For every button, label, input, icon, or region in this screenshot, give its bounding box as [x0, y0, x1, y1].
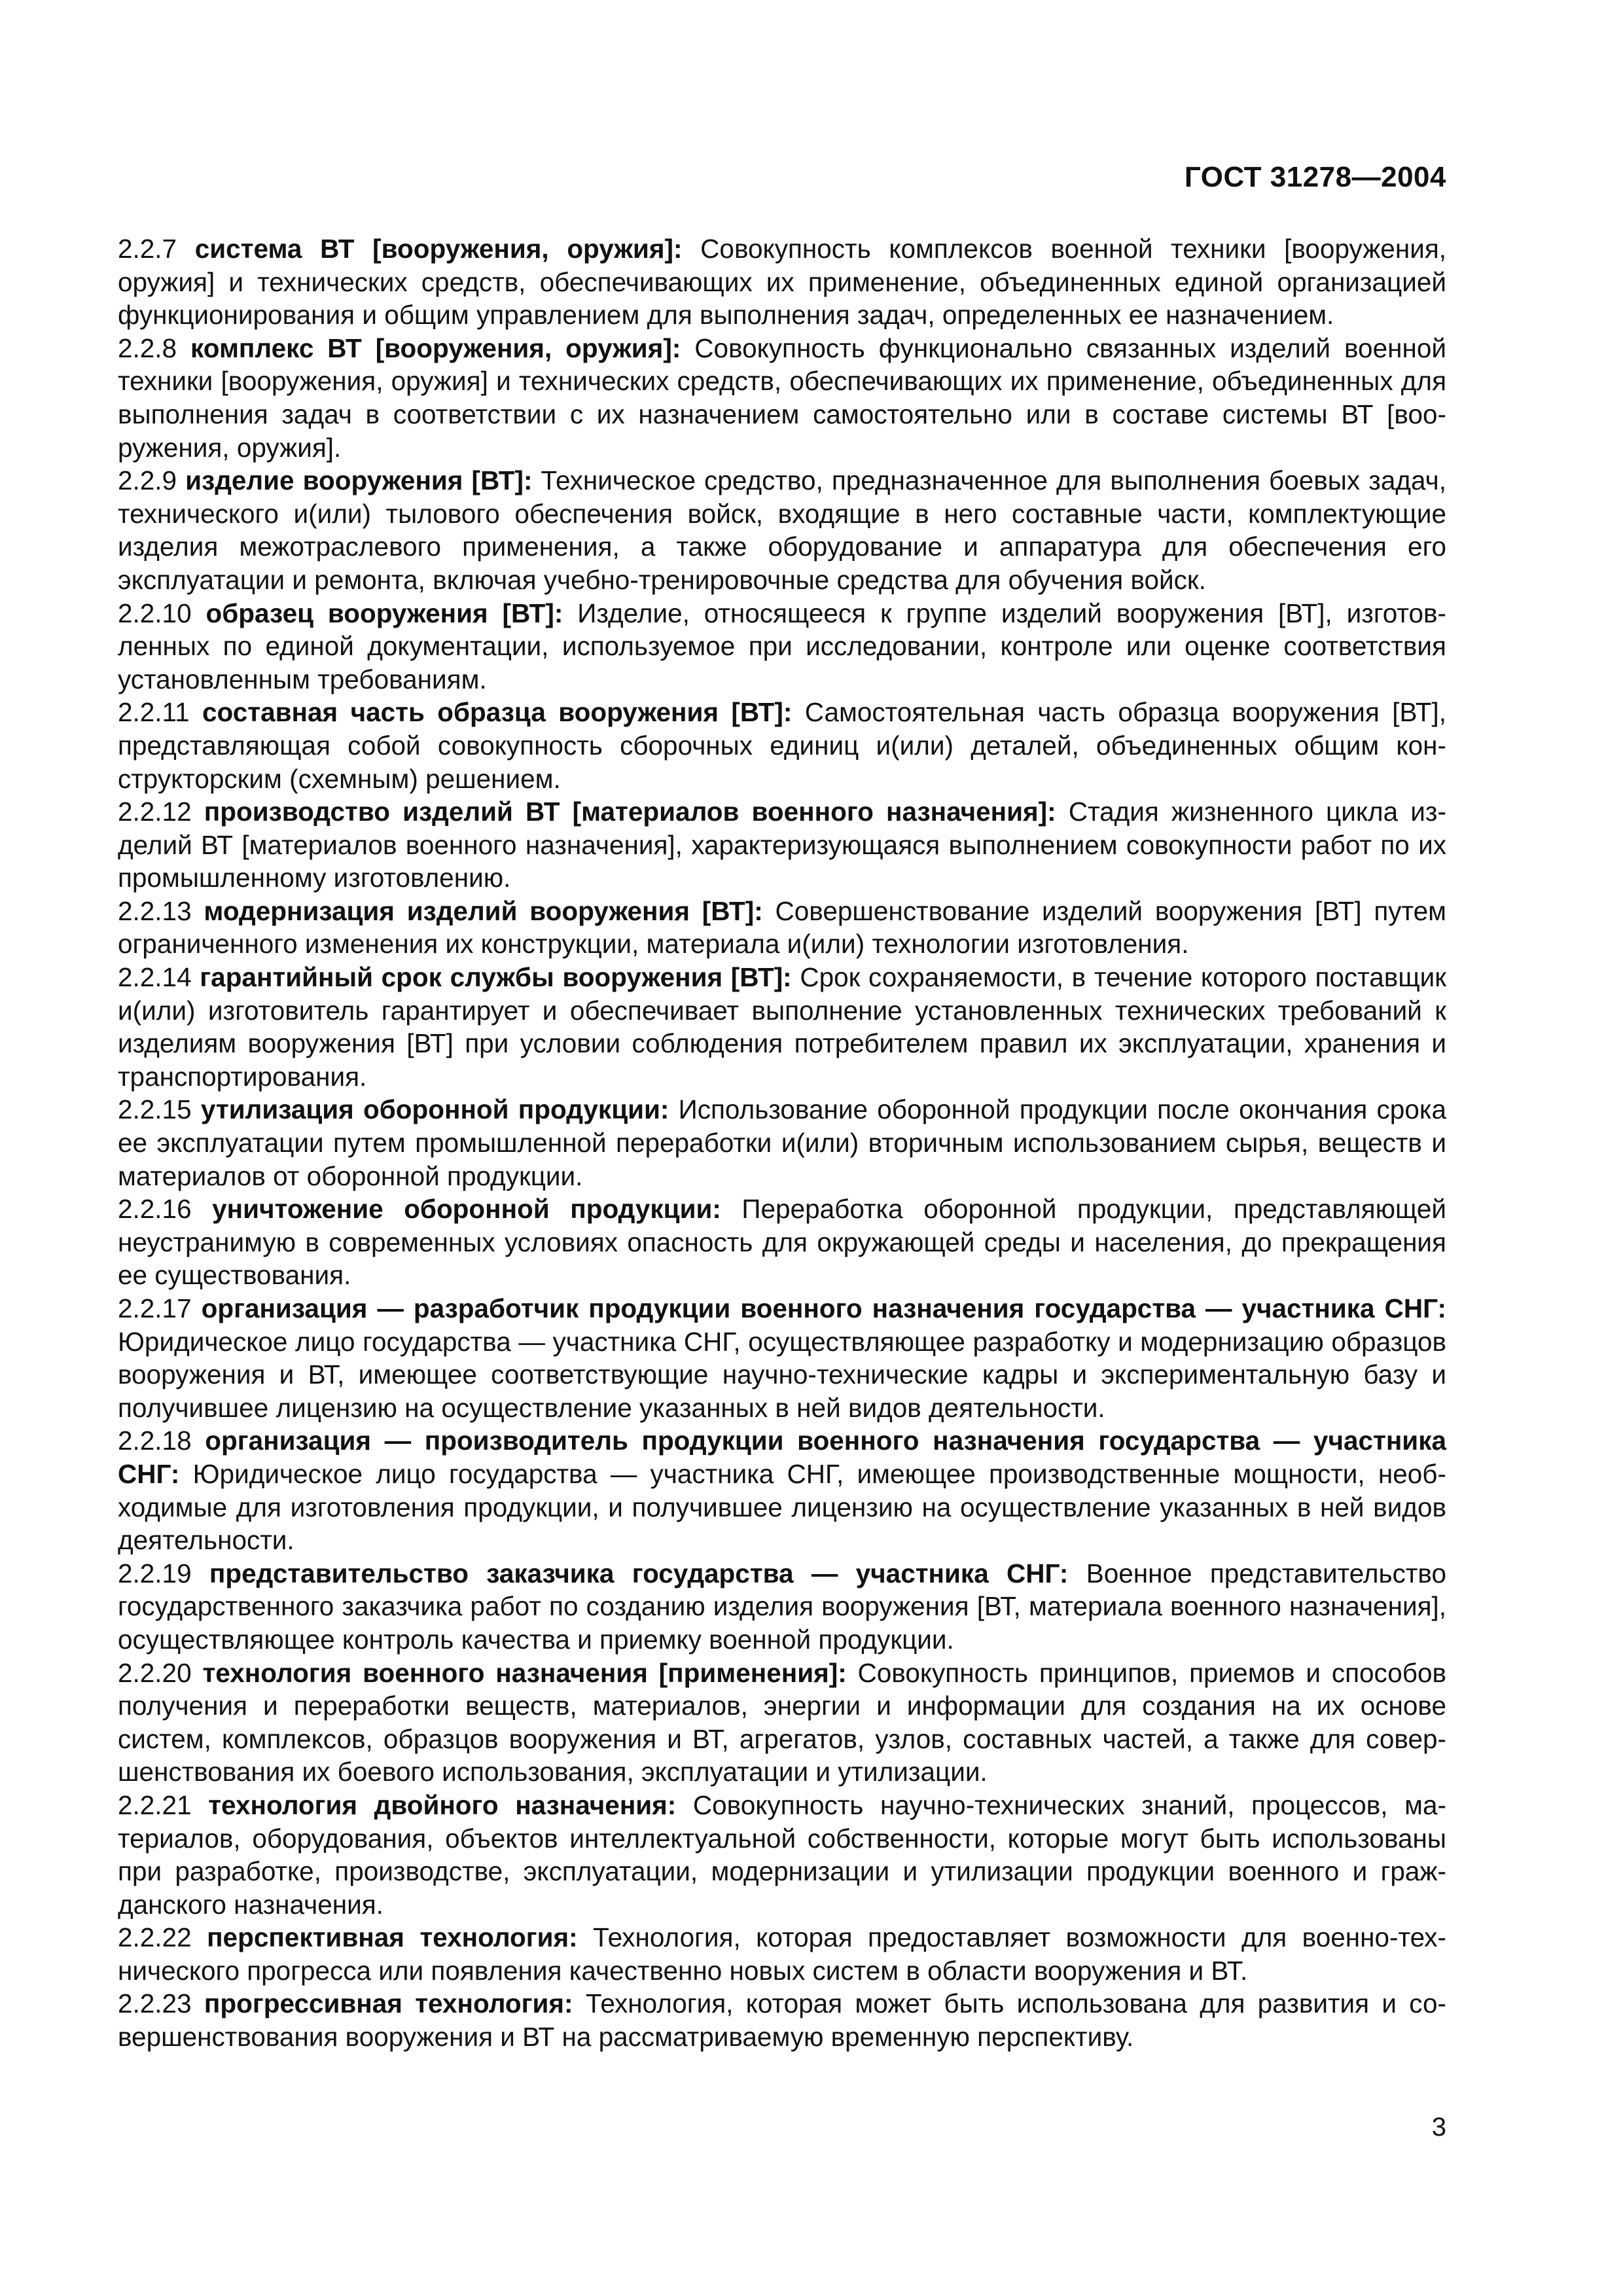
entry-definition: Совокупность функционально связанных изделий военной техники [вооружения, оружия] и технических средств, обеспечивающих их применение, объединенных для выполнения задач в соответствии с их назначением самостоятельно или в составе системы ВТ [вооружения, оружия]. — [118, 332, 1446, 463]
entry-definition: Технология, которая может быть использована для развития и совершенствования вооружения и ВТ на рассматриваемую временную перспективу. — [118, 1988, 1447, 2053]
document-header-id: ГОСТ 31278—2004 — [1184, 161, 1446, 193]
entry-term: изделие вооружения [ВТ]: — [185, 465, 533, 496]
entry-number: 2.2.10 — [118, 598, 192, 628]
term-entry-2-2-18 — [118, 1424, 1446, 1556]
entry-definition: Срок сохраняемости, в течение которого поставщик и(или) изготовитель гарантирует и обеспечивает выполнение установленных технических требований к изделиям вооружения [ВТ] при условии соблюдения потребителем правил их эксплуатации, хранения и транспортирования. — [118, 962, 1446, 1092]
term-entry-2-2-15 — [118, 1093, 1446, 1193]
entry-number: 2.2.18 — [118, 1426, 192, 1456]
entry-number: 2.2.16 — [118, 1194, 192, 1225]
entry-definition: Самостоятельная часть образца вооружения [ВТ], представляющая собой совокупность сборочных единиц и(или) деталей, объединенных общим конструкторским (схемным) решением. — [118, 697, 1446, 794]
entry-term: уничтожение оборонной продукции: — [212, 1194, 721, 1225]
entry-term: гарантийный срок службы вооружения [ВТ]: — [200, 962, 792, 993]
entry-term: технология военного назначения [применения]: — [202, 1657, 847, 1688]
entry-number: 2.2.19 — [118, 1558, 192, 1588]
entry-term: система ВТ [вооружения, оружия]: — [194, 234, 683, 264]
term-entry-2-2-11 — [118, 696, 1446, 795]
entry-number: 2.2.11 — [118, 697, 190, 728]
entry-number: 2.2.15 — [118, 1094, 192, 1125]
entry-number: 2.2.12 — [118, 797, 192, 827]
entry-number: 2.2.13 — [118, 895, 192, 926]
terms-list — [118, 232, 1446, 2054]
entry-number: 2.2.14 — [118, 962, 192, 993]
entry-term: организация — разработчик продукции военного назначения государства — участника СНГ: — [201, 1293, 1446, 1323]
entry-term: представительство заказчика государства — участника СНГ: — [209, 1558, 1069, 1588]
entry-number: 2.2.22 — [118, 1922, 192, 1953]
term-entry-2-2-8 — [118, 332, 1446, 464]
entry-number: 2.2.8 — [118, 332, 177, 363]
entry-number: 2.2.23 — [118, 1988, 192, 2019]
entry-definition: Технология, которая предоставляет возможности для военно-технического прогресса или появления качественно новых систем в области вооружения и ВТ. — [118, 1922, 1446, 1986]
term-entry-2-2-17 — [118, 1292, 1446, 1424]
term-entry-2-2-14 — [118, 961, 1446, 1093]
entry-number: 2.2.20 — [118, 1657, 192, 1688]
entry-term: составная часть образца вооружения [ВТ]: — [202, 697, 793, 728]
entry-number: 2.2.7 — [118, 234, 177, 264]
term-entry-2-2-19 — [118, 1557, 1446, 1657]
entry-definition: Использование оборонной продукции после окончания срока ее эксплуатации путем промышленной переработки и(или) вторичным использованием сырья, веществ и материалов от оборонной продукции. — [118, 1094, 1446, 1191]
page-number: 3 — [1431, 2113, 1446, 2142]
entry-term: утилизация оборонной продукции: — [200, 1094, 669, 1125]
entry-definition: Стадия жизненного цикла изделий ВТ [материалов военного назначения], характеризующаяся выполнением совокупности работ по их промышленному изготовлению. — [118, 797, 1446, 893]
term-entry-2-2-13 — [118, 895, 1446, 961]
term-entry-2-2-7 — [118, 232, 1446, 332]
term-entry-2-2-21 — [118, 1789, 1446, 1921]
term-entry-2-2-9 — [118, 464, 1446, 596]
term-entry-2-2-10 — [118, 597, 1446, 696]
term-entry-2-2-16 — [118, 1193, 1446, 1292]
entry-term: прогрессивная технология: — [204, 1988, 573, 2019]
entry-term: образец вооружения [ВТ]: — [205, 598, 563, 628]
entry-definition: Совокупность комплексов военной техники [вооружения, оружия] и технических средств, обеспечивающих их применение, объединенных единой организацией функционирования и общим управлением для выполнения задач, определенных ее назначением. — [118, 234, 1447, 331]
entry-definition: Изделие, относящееся к группе изделий вооружения [ВТ], изготовленных по единой документации, используемое при исследовании, контроле или оценке соответствия установленным требованиям. — [118, 598, 1446, 694]
entry-number: 2.2.17 — [118, 1293, 192, 1323]
entry-term: организация — производитель продукции военного назначения государства — участника СНГ: — [118, 1426, 1446, 1489]
entry-definition: Юридическое лицо государства — участника СНГ, осуществляющее разработку и модернизацию образцов вооружения и ВТ, имеющее соответствующие научно-технические кадры и экспериментальную базу и получившее лицензию на осуществление указанных в ней видов деятельности. — [118, 1326, 1446, 1423]
entry-definition: Совокупность принципов, приемов и способов получения и переработки веществ, материалов, энергии и информации для создания на их основе систем, комплексов, образцов вооружения и ВТ, агрегатов, узлов, составных частей, а также для совершенствования их боевого использования, эксплуатации и утилизации. — [118, 1657, 1446, 1787]
term-entry-2-2-23 — [118, 1987, 1446, 2053]
entry-term: модернизация изделий вооружения [ВТ]: — [204, 895, 763, 926]
entry-definition: Совокупность научно-технических знаний, процессов, материалов, оборудования, объектов интеллектуальной собственности, которые могут быть использованы при разработке, производстве, эксплуатации, модернизации и утилизации продукции военного и гражданского назначения. — [118, 1789, 1446, 1920]
entry-definition: Техническое средство, предназначенное для выполнения боевых задач, технического и(или) тылового обеспечения войск, входящие в него составные части, комплектующие изделия межотраслевого применения, а также оборудование и аппаратура для обеспечения его эксплуатации и ремонта, включая учебно-тренировочные средства для обучения войск. — [118, 465, 1446, 595]
entry-definition: Переработка оборонной продукции, представляющей неустранимую в современных условиях опасность для окружающей среды и населения, до прекращения ее существования. — [118, 1194, 1446, 1291]
entry-definition: Военное представительство государственного заказчика работ по созданию изделия вооружения [ВТ, материала военного назначения], осуществляющее контроль качества и приемку военной продукции. — [118, 1558, 1446, 1655]
entry-term: комплекс ВТ [вооружения, оружия]: — [190, 332, 681, 363]
term-entry-2-2-12 — [118, 795, 1446, 895]
entry-term: производство изделий ВТ [материалов военного назначения]: — [204, 797, 1056, 827]
entry-definition: Юридическое лицо государства — участника СНГ, имеющее производственные мощности, необходимые для изготовления продукции, и получившее лицензию на осуществление указанных в ней видов деятельности. — [118, 1458, 1446, 1556]
entry-definition: Совершенствование изделий вооружения [ВТ] путем ограниченного изменения их конструкции, материала и(или) технологии изготовления. — [118, 895, 1446, 960]
entry-number: 2.2.9 — [118, 465, 177, 496]
entry-term: перспективная технология: — [207, 1922, 578, 1953]
term-entry-2-2-20 — [118, 1657, 1446, 1789]
term-entry-2-2-22 — [118, 1921, 1446, 1987]
entry-term: технология двойного назначения: — [208, 1789, 677, 1820]
entry-number: 2.2.21 — [118, 1789, 192, 1820]
